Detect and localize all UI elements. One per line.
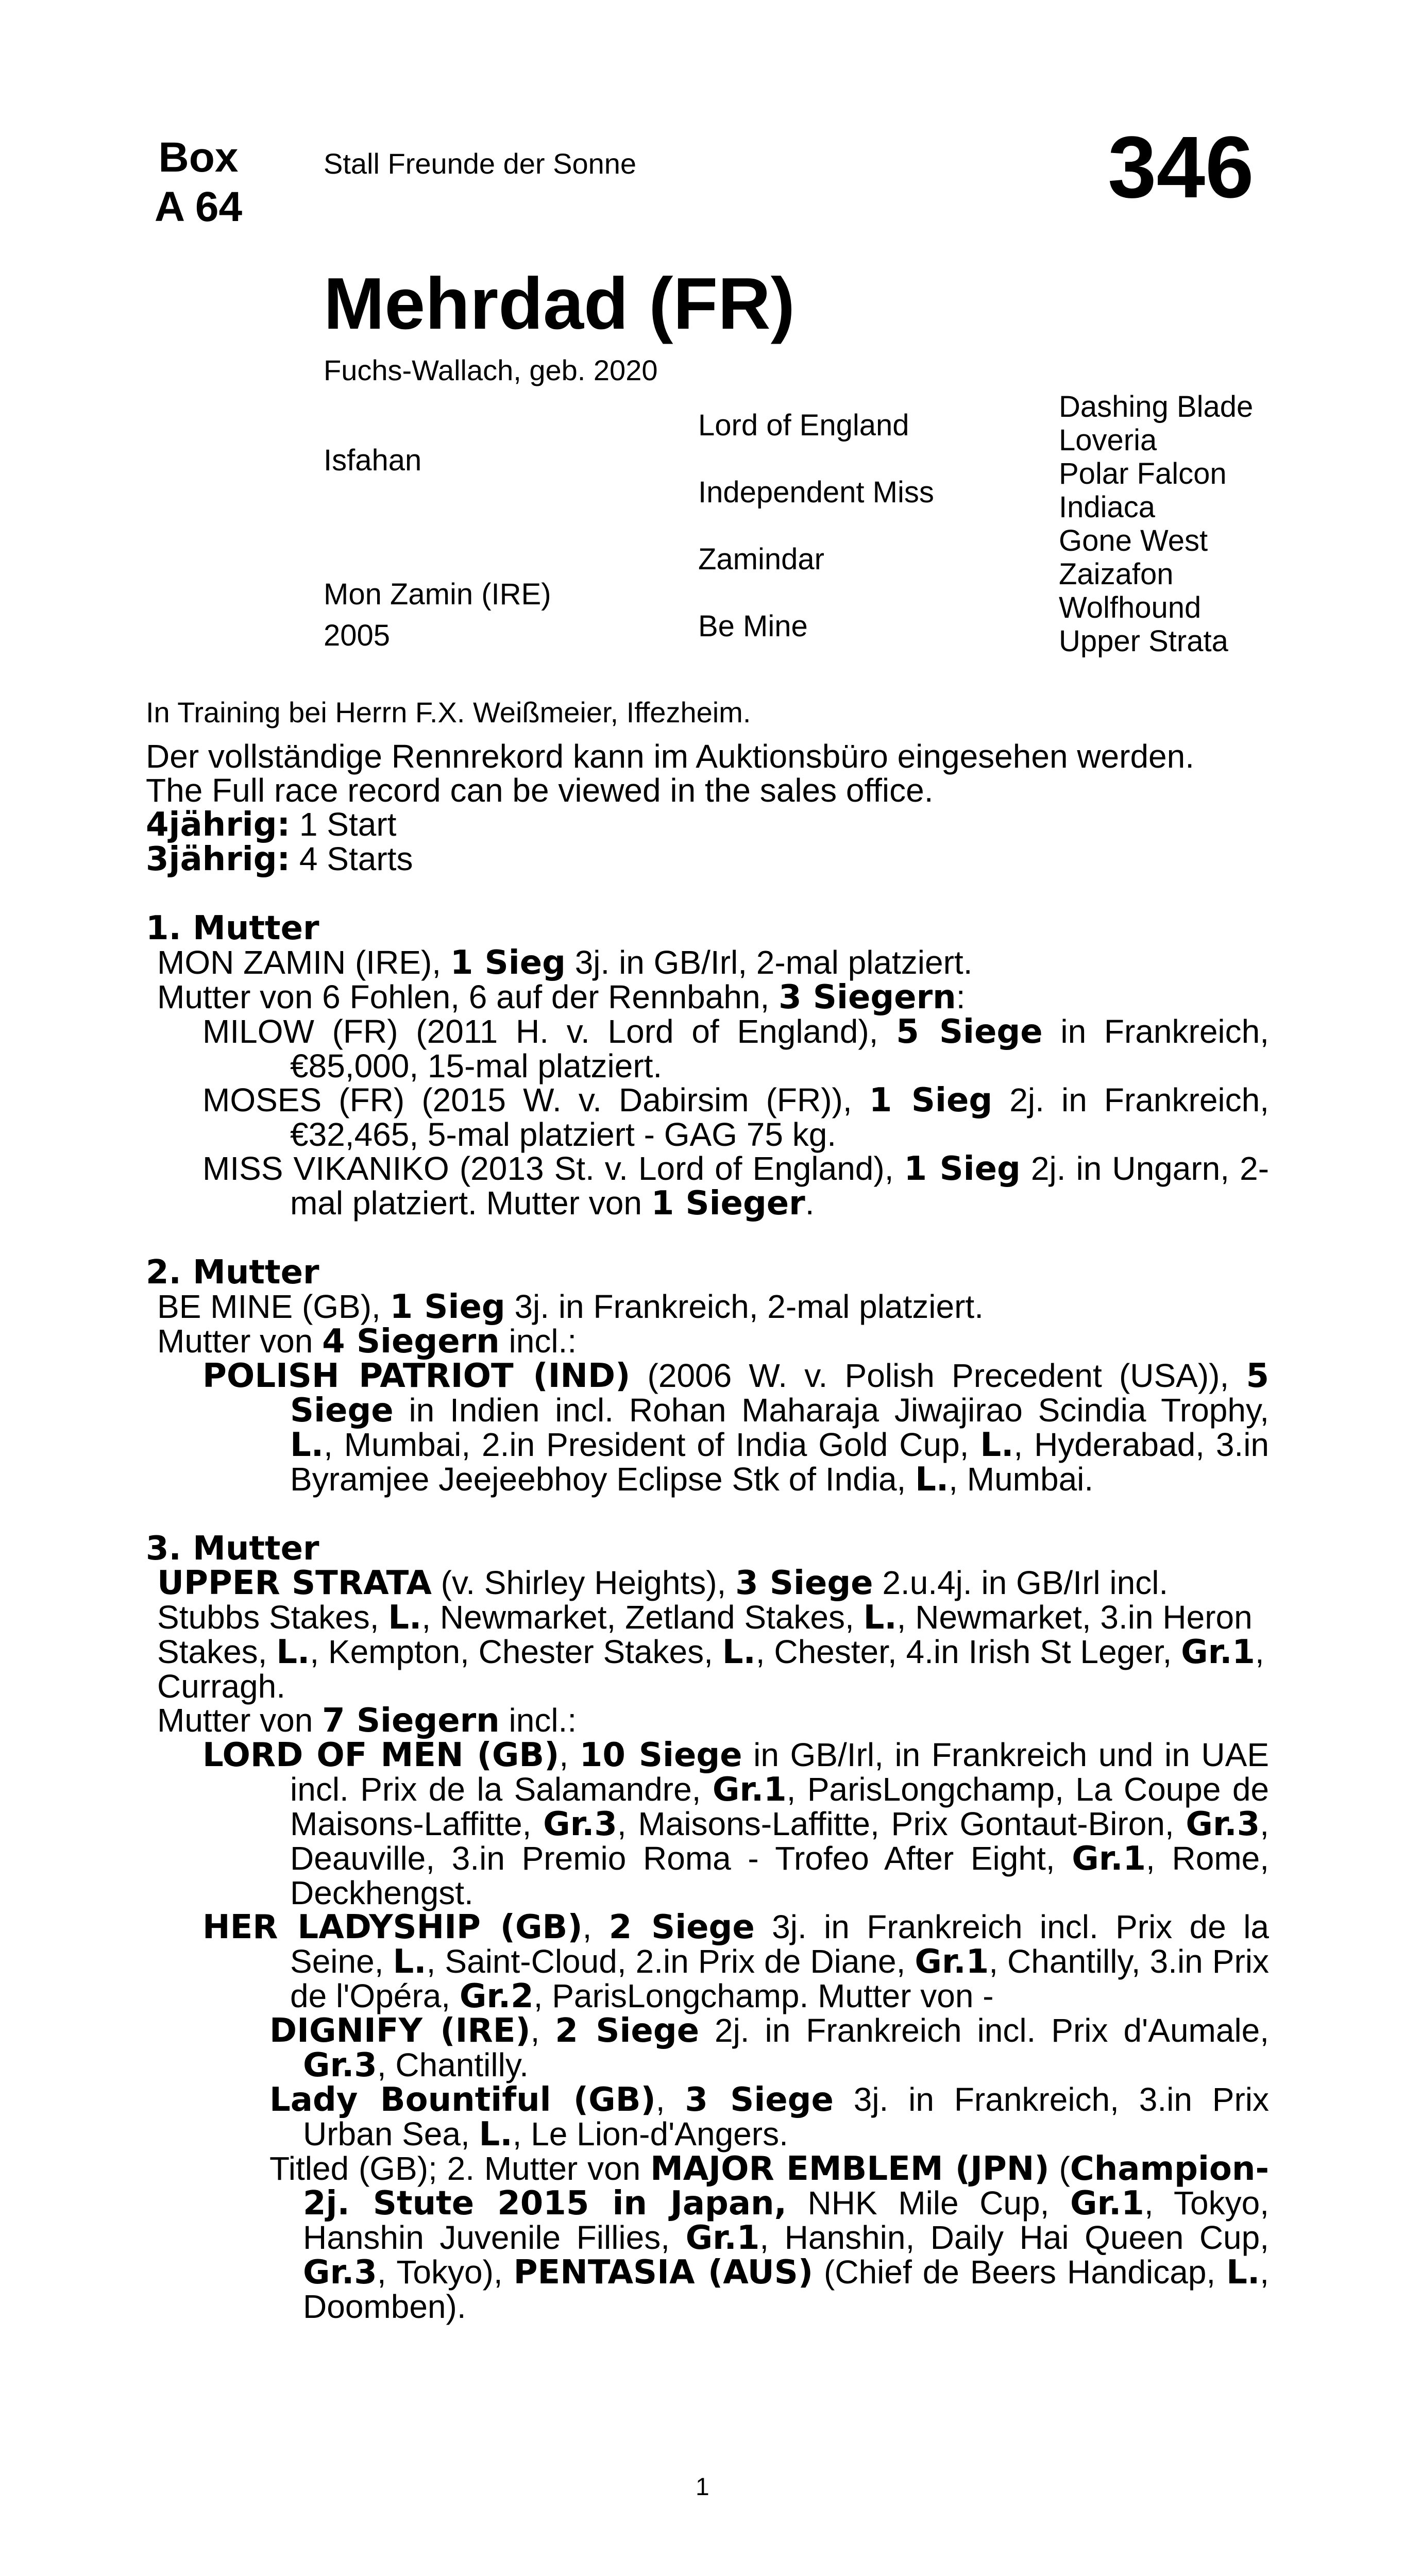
dam-produce: Mutter von 6 Fohlen, 6 auf der Rennbahn, 3 Siegern: — [157, 978, 966, 1016]
pedigree-great-grandparent: Indiaca — [1059, 490, 1156, 524]
training-info: In Training bei Herrn F.X. Weißmeier, Iffezheim. — [146, 696, 751, 728]
offspring-entry: LORD OF MEN (GB), 10 Siege in GB/Irl, in Frankreich und in UAE incl. Prix de la Salamandre, Gr.1, ParisLongchamp, La Coupe de Maisons-Laffitte, Gr.3, Maisons-Laffitte, Prix Gontaut-Biron, Gr.3, Deauville, 3.in Premio Roma - Trofeo After Eight, Gr.1, Rome, Deckhengst. — [202, 1736, 1270, 1911]
offspring-entry: MOSES (FR) (2015 W. v. Dabirsim (FR)), 1 Sieg 2j. in Frankreich, €32,465, 5-mal platziert - GAG 75 kg. — [202, 1081, 1270, 1153]
page-number: 1 — [696, 2473, 709, 2501]
pedigree-grandparent: Zamindar — [698, 543, 824, 576]
pedigree-great-grandparent: Upper Strata — [1059, 624, 1228, 658]
starts-3yo — [146, 842, 1269, 876]
section-heading: 3. Mutter — [146, 1530, 319, 1568]
pedigree-grandparent: Lord of England — [698, 409, 909, 442]
starts-label: 4jährig: — [146, 806, 291, 844]
pedigree-great-grandparent: Wolfhound — [1059, 591, 1202, 624]
race-record-note-de: Der vollständige Rennrekord kann im Auktionsbüro eingesehen werden. — [146, 738, 1194, 775]
grand-offspring-entry: DIGNIFY (IRE), 2 Siege 2j. in Frankreich incl. Prix d'Aumale, Gr.3, Chantilly. — [269, 2012, 1270, 2084]
starts-label: 3jährig: — [146, 840, 291, 878]
dam-intro: BE MINE (GB), 1 Sieg 3j. in Frankreich, 2-mal platziert. — [157, 1288, 984, 1326]
pedigree-dam-year: 2005 — [324, 619, 391, 652]
starts-value: 4 Starts — [290, 840, 413, 877]
grand-offspring-entry: Titled (GB); 2. Mutter von MAJOR EMBLEM (JPN) (Champion-2j. Stute 2015 in Japan, NHK Mile Cup, Gr.1, Tokyo, Hanshin Juvenile Fillies, Gr.1, Hanshin, Daily Hai Queen Cup, Gr.3, Tokyo), PENTASIA (AUS) (Chief de Beers Handicap, L., Doomben). — [269, 2150, 1270, 2325]
lot-number: 346 — [1108, 118, 1254, 216]
pedigree-dam: Mon Zamin (IRE) — [324, 578, 551, 611]
offspring-entry: POLISH PATRIOT (IND) (2006 W. v. Polish Precedent (USA)), 5 Siege in Indien incl. Rohan Maharaja Jiwajirao Scindia Trophy, L., Mumbai, 2.in President of India Gold Cup, L., Hyderabad, 3.in Byramjee Jeejeebhoy Eclipse Stk of India, L., Mumbai. — [202, 1357, 1270, 1499]
starts-value: 1 Start — [290, 806, 397, 843]
dam-intro: MON ZAMIN (IRE), 1 Sieg 3j. in GB/Irl, 2-mal platziert. — [157, 944, 973, 982]
pedigree-great-grandparent: Dashing Blade — [1059, 390, 1254, 423]
pedigree-grandparent: Independent Miss — [698, 476, 934, 509]
horse-name: Mehrdad (FR) — [324, 263, 796, 345]
owner-name: Stall Freunde der Sonne — [324, 147, 637, 180]
dam-produce: Mutter von 4 Siegern incl.: — [157, 1323, 577, 1361]
pedigree-grandparent: Be Mine — [698, 609, 808, 643]
box-title: Box — [158, 134, 239, 181]
race-record-note-en: The Full race record can be viewed in the sales office. — [146, 772, 934, 809]
pedigree-great-grandparent: Gone West — [1059, 524, 1208, 557]
pedigree-great-grandparent: Zaizafon — [1059, 557, 1174, 591]
grand-offspring-entry: Lady Bountiful (GB), 3 Siege 3j. in Frankreich, 3.in Prix Urban Sea, L., Le Lion-d'Angers. — [269, 2081, 1270, 2154]
box-label — [147, 133, 250, 232]
offspring-entry: MILOW (FR) (2011 H. v. Lord of England), 5 Siege in Frankreich, €85,000, 15-mal platziert. — [202, 1013, 1270, 1084]
horse-description: Fuchs-Wallach, geb. 2020 — [324, 354, 658, 386]
catalogue-body — [146, 739, 1269, 2324]
starts-4yo — [146, 807, 1269, 842]
pedigree-sire: Isfahan — [324, 444, 422, 477]
dam-produce: Mutter von 7 Siegern incl.: — [157, 1702, 577, 1740]
pedigree-great-grandparent: Polar Falcon — [1059, 457, 1227, 490]
dam-intro: UPPER STRATA (v. Shirley Heights), 3 Siege 2.u.4j. in GB/Irl incl. Stubbs Stakes, L., Newmarket, Zetland Stakes, L., Newmarket, 3.in Heron Stakes, L., Kempton, Chester Stakes, L., Chester, 4.in Irish St Leger, Gr.1, Curragh. — [157, 1564, 1264, 1705]
box-number: A 64 — [154, 183, 243, 230]
section-heading: 1. Mutter — [146, 909, 319, 947]
section-heading: 2. Mutter — [146, 1253, 319, 1292]
offspring-entry: MISS VIKANIKO (2013 St. v. Lord of England), 1 Sieg 2j. in Ungarn, 2-mal platziert. Mutter von 1 Sieger. — [202, 1150, 1270, 1223]
pedigree-great-grandparent: Loveria — [1059, 423, 1157, 457]
offspring-entry: HER LADYSHIP (GB), 2 Siege 3j. in Frankreich incl. Prix de la Seine, L., Saint-Cloud, 2.in Prix de Diane, Gr.1, Chantilly, 3.in Prix de l'Opéra, Gr.2, ParisLongchamp. Mutter von - — [202, 1908, 1270, 2015]
